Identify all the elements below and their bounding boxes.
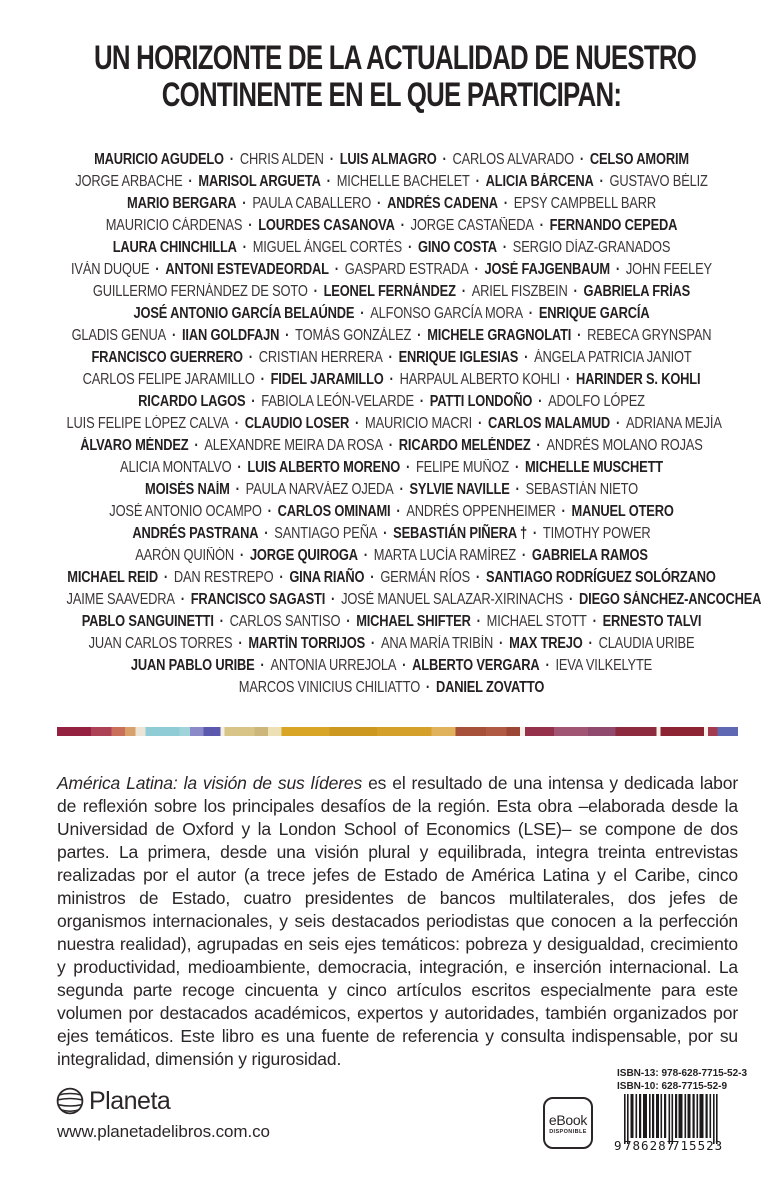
contributor-name: IVÁN DUQUE <box>71 261 150 278</box>
contributor-name: MICHELLE MUSCHETT <box>524 459 663 476</box>
name-separator-dot: · <box>234 635 246 652</box>
name-separator-dot: · <box>529 525 541 542</box>
name-separator-dot: · <box>244 217 256 234</box>
contributor-name: MARCOS VINICIUS CHILIATTO <box>238 679 421 696</box>
name-separator-dot: · <box>232 481 244 498</box>
name-separator-dot: · <box>474 415 486 432</box>
name-separator-dot: · <box>264 503 276 520</box>
name-separator-dot: · <box>360 547 372 564</box>
contributor-name: LAURA CHINCHILLA <box>112 239 237 256</box>
contributor-name: JORGE ARBACHE <box>75 173 183 190</box>
decorative-stripe <box>57 727 738 736</box>
contributor-name: AARÓN QUIÑÓN <box>135 547 235 564</box>
name-separator-dot: · <box>520 349 532 366</box>
name-separator-dot: · <box>404 239 416 256</box>
name-separator-dot: · <box>589 613 601 630</box>
contributor-name: PAULA NARVÁEZ OJEDA <box>245 481 394 498</box>
contributor-name: SEBASTIÁN PIÑERA † <box>393 525 527 542</box>
name-separator-dot: · <box>190 437 202 454</box>
contributor-name: LEONEL FERNÁNDEZ <box>323 283 456 300</box>
name-separator-dot: · <box>236 547 248 564</box>
contributor-name: LUIS ALBERTO MORENO <box>247 459 401 476</box>
contributor-name: SANTIAGO RODRÍGUEZ SOLÓRZANO <box>485 569 716 586</box>
name-separator-dot: · <box>260 525 272 542</box>
name-separator-dot: · <box>326 151 338 168</box>
contributor-name: MICHAEL SHIFTER <box>356 613 471 630</box>
name-separator-dot: · <box>379 525 391 542</box>
name-separator-dot: · <box>216 613 228 630</box>
names-line <box>67 325 717 347</box>
name-separator-dot: · <box>500 195 512 212</box>
name-separator-dot: · <box>585 635 597 652</box>
contributor-name: JOHN FEELEY <box>625 261 712 278</box>
title-line-1: UN HORIZONTE DE LA ACTUALIDAD DE NUESTRO <box>93 39 697 77</box>
contributor-name: ALFONSO GARCÍA MORA <box>370 305 523 322</box>
name-separator-dot: · <box>402 459 414 476</box>
contributor-name: GASPARD ESTRADA <box>344 261 469 278</box>
contributor-name: GABRIELA FRÍAS <box>583 283 691 300</box>
name-separator-dot: · <box>342 613 354 630</box>
name-separator-dot: · <box>366 569 378 586</box>
ebook-label: eBook <box>548 1111 588 1128</box>
names-line <box>67 237 717 259</box>
names-line <box>67 435 717 457</box>
publisher-name: Planeta <box>89 1086 171 1115</box>
contributor-name: ÁLVARO MÉNDEZ <box>80 437 189 454</box>
contributor-name: ANTONI ESTEVADEORDAL <box>165 261 329 278</box>
book-description <box>57 772 738 1071</box>
contributor-name: ADOLFO LÓPEZ <box>548 393 645 410</box>
contributor-name: MARTA LUCÍA RAMÍREZ <box>373 547 516 564</box>
names-line <box>67 567 717 589</box>
contributor-name: MARIO BERGARA <box>127 195 237 212</box>
names-line <box>67 215 717 237</box>
contributor-name: PAULA CABALLERO <box>252 195 372 212</box>
contributor-name: GABRIELA RAMOS <box>531 547 648 564</box>
contributor-name: MARTÍN TORRIJOS <box>248 635 366 652</box>
name-separator-dot: · <box>612 261 624 278</box>
contributor-name: FERNANDO CEPEDA <box>549 217 678 234</box>
barcode-digits <box>614 1138 724 1153</box>
contributor-name: LUIS ALMAGRO <box>339 151 437 168</box>
names-line <box>67 303 717 325</box>
name-separator-dot: · <box>542 657 553 674</box>
name-separator-dot: · <box>565 591 577 608</box>
contributor-name: EPSY CAMPBELL BARR <box>513 195 656 212</box>
name-separator-dot: · <box>373 195 385 212</box>
name-separator-dot: · <box>351 415 363 432</box>
contributor-name: ERNESTO TALVI <box>602 613 702 630</box>
contributor-name: ANA MARÍA TRIBÍN <box>380 635 494 652</box>
contributor-name: ALEXANDRE MEIRA DA ROSA <box>204 437 383 454</box>
contributor-name: MOISÉS NAÍM <box>145 481 230 498</box>
contributor-name: ARIEL FISZBEIN <box>471 283 568 300</box>
contributor-name: MARISOL ARGUETA <box>198 173 321 190</box>
name-separator-dot: · <box>471 261 482 278</box>
barcode-bars <box>614 1094 724 1144</box>
names-list <box>0 149 783 699</box>
contributor-name: ANDRÉS PASTRANA <box>132 525 259 542</box>
planeta-globe-icon <box>55 1086 85 1116</box>
name-separator-dot: · <box>281 327 293 344</box>
name-separator-dot: · <box>226 151 238 168</box>
name-separator-dot: · <box>413 327 425 344</box>
name-separator-dot: · <box>396 481 408 498</box>
name-separator-dot: · <box>472 173 484 190</box>
name-separator-dot: · <box>257 371 269 388</box>
contributor-name: SYLVIE NAVILLE <box>409 481 510 498</box>
contributor-name: MAURICIO CÁRDENAS <box>105 217 243 234</box>
contributor-name: JORGE CASTAÑEDA <box>410 217 534 234</box>
isbn-13: ISBN-13: 978-628-7715-52-3 <box>617 1068 748 1079</box>
isbn-10: ISBN-10: 628-7715-52-9 <box>617 1081 728 1092</box>
contributor-name: ALICIA MONTALVO <box>120 459 232 476</box>
name-separator-dot: · <box>573 327 585 344</box>
names-line <box>66 589 762 611</box>
names-line <box>67 391 717 413</box>
names-line <box>67 611 717 633</box>
name-separator-dot: · <box>392 503 404 520</box>
contributor-name: SEBASTIÁN NIETO <box>525 481 638 498</box>
publisher-url: www.planetadelibros.com.co <box>57 1122 270 1141</box>
contributor-name: PABLO SANGUINETTI <box>81 613 214 630</box>
name-separator-dot: · <box>570 283 582 300</box>
contributor-name: ANDRÉS MOLANO ROJAS <box>546 437 703 454</box>
contributor-name: GLADIS GENUA <box>71 327 167 344</box>
name-separator-dot: · <box>385 437 397 454</box>
name-separator-dot: · <box>398 657 410 674</box>
contributor-name: IEVA VILKELYTE <box>555 657 653 674</box>
names-line <box>67 545 717 567</box>
contributor-name: HARPAUL ALBERTO KOHLI <box>399 371 561 388</box>
contributor-name: MICHAEL STOTT <box>486 613 587 630</box>
name-separator-dot: · <box>331 261 343 278</box>
contributor-name: SANTIAGO PEÑA <box>274 525 378 542</box>
name-separator-dot: · <box>367 635 379 652</box>
title-line-2: CONTINENTE EN EL QUE PARTICIPAN: <box>161 76 622 114</box>
names-line <box>67 523 717 545</box>
names-line <box>67 677 717 699</box>
contributor-name: GERMÁN RÍOS <box>380 569 471 586</box>
contributor-name: JOSÉ ANTONIO GARCÍA BELAÚNDE <box>133 305 355 322</box>
contributor-name: ANDRÉS CADENA <box>387 195 498 212</box>
contributor-name: FRANCISCO GUERRERO <box>91 349 243 366</box>
contributor-name: FIDEL JARAMILLO <box>270 371 384 388</box>
name-separator-dot: · <box>558 503 570 520</box>
contributor-name: DIEGO SÁNCHEZ-ANCOCHEA <box>579 591 762 608</box>
names-line <box>67 149 717 171</box>
contributor-name: MIGUEL ÁNGEL CORTÉS <box>252 239 403 256</box>
name-separator-dot: · <box>533 437 544 454</box>
names-line <box>67 633 717 655</box>
names-line <box>67 655 717 677</box>
contributor-name: MICHELE GRAGNOLATI <box>427 327 572 344</box>
contributor-name: REBECA GRYNSPAN <box>587 327 712 344</box>
barcode-group-1: 786287 <box>624 1138 676 1153</box>
barcode-group-2: 715523 <box>672 1138 724 1153</box>
contributor-name: FELIPE MUÑOZ <box>415 459 510 476</box>
names-line <box>67 171 717 193</box>
ebook-sub-label: DISPONIBLE <box>549 1128 587 1135</box>
contributor-name: ANDRÉS OPPENHEIMER <box>406 503 556 520</box>
contributor-name: JORGE QUIROGA <box>249 547 358 564</box>
contributor-name: IIAN GOLDFAJN <box>182 327 280 344</box>
name-separator-dot: · <box>310 283 322 300</box>
name-separator-dot: · <box>245 349 257 366</box>
barcode-digit-lead: 9 <box>614 1138 622 1153</box>
name-separator-dot: · <box>495 635 507 652</box>
name-separator-dot: · <box>499 239 511 256</box>
isbn-block <box>617 1067 747 1093</box>
name-separator-dot: · <box>612 415 624 432</box>
name-separator-dot: · <box>385 349 397 366</box>
name-separator-dot: · <box>536 217 548 234</box>
name-separator-dot: · <box>327 591 339 608</box>
name-separator-dot: · <box>596 173 608 190</box>
contributor-name: CRISTIAN HERRERA <box>258 349 383 366</box>
contributor-name: ANTONIA URREJOLA <box>270 657 397 674</box>
contributor-name: ÁNGELA PATRICIA JANIOT <box>534 349 692 366</box>
contributor-name: GUILLERMO FERNÁNDEZ DE SOTO <box>92 283 308 300</box>
contributor-name: MICHELLE BACHELET <box>336 173 470 190</box>
names-line <box>67 193 717 215</box>
name-separator-dot: · <box>247 393 259 410</box>
contributor-name: CELSO AMORIM <box>589 151 689 168</box>
contributor-name: CHRIS ALDEN <box>239 151 324 168</box>
name-separator-dot: · <box>231 415 243 432</box>
contributor-name: JUAN CARLOS TORRES <box>88 635 233 652</box>
contributor-name: GINO COSTA <box>417 239 497 256</box>
contributor-name: FABIOLA LEÓN-VELARDE <box>261 393 414 410</box>
name-separator-dot: · <box>168 327 180 344</box>
page-title <box>0 40 783 114</box>
contributor-name: MANUEL OTERO <box>571 503 674 520</box>
names-line <box>67 281 717 303</box>
name-separator-dot: · <box>151 261 163 278</box>
contributor-name: CARLOS ALVARADO <box>452 151 574 168</box>
contributor-name: MAX TREJO <box>509 635 583 652</box>
name-separator-dot: · <box>386 371 398 388</box>
name-separator-dot: · <box>576 151 588 168</box>
name-separator-dot: · <box>416 393 428 410</box>
contributor-name: JAIME SAAVEDRA <box>66 591 175 608</box>
names-line <box>66 413 722 435</box>
contributor-name: CARLOS SANTISO <box>229 613 341 630</box>
contributor-name: ALBERTO VERGARA <box>412 657 540 674</box>
contributor-name: CARLOS MALAMUD <box>488 415 611 432</box>
names-line <box>67 259 717 281</box>
name-separator-dot: · <box>323 173 335 190</box>
name-separator-dot: · <box>177 591 189 608</box>
contributor-name: JOSÉ ANTONIO OCAMPO <box>109 503 262 520</box>
contributor-name: ADRIANA MEJÍA <box>625 415 722 432</box>
contributor-name: LOURDES CASANOVA <box>258 217 395 234</box>
name-separator-dot: · <box>525 305 537 322</box>
contributor-name: JUAN PABLO URIBE <box>130 657 255 674</box>
contributor-name: JOSÉ FAJGENBAUM <box>484 261 610 278</box>
name-separator-dot: · <box>233 459 245 476</box>
contributor-name: CLAUDIA URIBE <box>598 635 695 652</box>
name-separator-dot: · <box>422 679 434 696</box>
contributor-name: ENRIQUE GARCÍA <box>538 305 650 322</box>
contributor-name: ENRIQUE IGLESIAS <box>398 349 519 366</box>
name-separator-dot: · <box>473 613 485 630</box>
name-separator-dot: · <box>238 195 250 212</box>
contributor-name: DAN RESTREPO <box>173 569 274 586</box>
contributor-name: PATTI LONDOÑO <box>429 393 533 410</box>
name-separator-dot: · <box>184 173 196 190</box>
name-separator-dot: · <box>512 481 524 498</box>
contributor-name: CLAUDIO LOSER <box>244 415 350 432</box>
description-text: es el resultado de una intensa y dedicada labor de reflexión sobre los principales desafíos de la región. Esta obra –elaborada desde la Universidad de Oxford y la London School of Economics (LSE)– se compone de dos partes. La primera, desde una visión plural y equilibrada, integra treinta entrevistas realizadas por el autor (a trece jefes de Estado de América Latina y el Caribe, cinco ministros de Estado, cuatro presidentes de bancos multilaterales, dos jefes de organismos internacionales, y seis destacados periodistas que conocen a la perfección nuestra realidad), agrupadas en seis ejes temáticos: pobreza y desigualdad, crecimiento y productividad, medioambiente, democracia, integración, e inserción internacional. La segunda parte recoge cincuenta y cinco artículos escritos especialmente para este volumen por destacados académicos, expertos y autoridades, también organizados por ejes temáticos. Este libro es una fuente de referencia y consulta indispensable, por su integralidad, dimensión y rigurosidad. <box>57 772 738 1069</box>
contributor-name: GUSTAVO BÉLIZ <box>609 173 708 190</box>
names-line <box>67 479 717 501</box>
name-separator-dot: · <box>257 657 268 674</box>
names-line <box>67 369 717 391</box>
contributor-name: ALICIA BÁRCENA <box>485 173 594 190</box>
name-separator-dot: · <box>518 547 530 564</box>
name-separator-dot: · <box>397 217 409 234</box>
name-separator-dot: · <box>275 569 287 586</box>
contributor-name: TIMOTHY POWER <box>542 525 651 542</box>
contributor-name: MAURICIO MACRI <box>365 415 473 432</box>
contributor-name: TOMÁS GONZÁLEZ <box>295 327 412 344</box>
contributor-name: HARINDER S. KOHLI <box>575 371 701 388</box>
name-separator-dot: · <box>562 371 574 388</box>
contributor-name: MICHAEL REID <box>67 569 158 586</box>
contributor-name: LUIS FELIPE LÓPEZ CALVA <box>66 415 229 432</box>
name-separator-dot: · <box>511 459 523 476</box>
names-line <box>67 457 717 479</box>
name-separator-dot: · <box>356 305 368 322</box>
name-separator-dot: · <box>160 569 172 586</box>
publisher-logo <box>55 1086 170 1116</box>
contributor-name: MAURICIO AGUDELO <box>94 151 224 168</box>
name-separator-dot: · <box>472 569 484 586</box>
name-separator-dot: · <box>239 239 251 256</box>
contributor-name: GINA RIAÑO <box>289 569 365 586</box>
name-separator-dot: · <box>439 151 451 168</box>
contributor-name: RICARDO LAGOS <box>138 393 246 410</box>
contributor-name: FRANCISCO SAGASTI <box>190 591 326 608</box>
book-title-italic: América Latina: la visión de sus líderes <box>57 772 363 793</box>
contributor-name: CARLOS FELIPE JARAMILLO <box>82 371 255 388</box>
name-separator-dot: · <box>458 283 470 300</box>
contributor-name: JOSÉ MANUEL SALAZAR-XIRINACHS <box>341 591 564 608</box>
ebook-badge <box>543 1097 593 1149</box>
barcode <box>614 1094 724 1153</box>
contributor-name: SERGIO DÍAZ-GRANADOS <box>512 239 671 256</box>
contributor-name: DANIEL ZOVATTO <box>435 679 545 696</box>
name-separator-dot: · <box>534 393 546 410</box>
contributor-name: RICARDO MELÉNDEZ <box>398 437 531 454</box>
names-line <box>67 501 717 523</box>
names-line <box>67 347 717 369</box>
contributor-name: CARLOS OMINAMI <box>277 503 391 520</box>
